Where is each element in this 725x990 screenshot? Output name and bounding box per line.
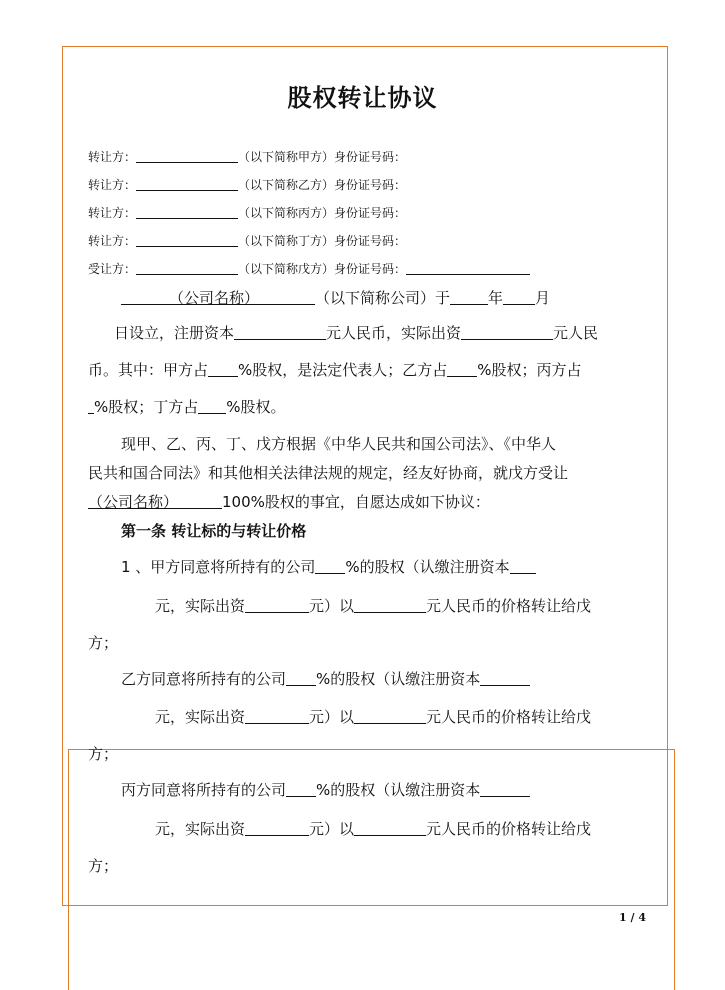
item-end-line: 方； [88,634,119,652]
intro-line-3: 币。其中：甲方占 %股权，是法定代表人；乙方占 %股权；丙方占 [88,361,582,379]
item-cont-line: 元，实际出资 元）以 元人民币的价格转让给戊 [155,708,592,726]
intro-line-4: %股权；丁方占 %股权。 [88,396,286,417]
intro-line-2: 日设立，注册资本 元人民币，实际出资 元人民 [114,324,599,342]
para2-line-2: 民共和国合同法》和其他相关法律法规的规定，经友好协商，就戊方受让 [88,464,569,482]
item-end-line: 方； [88,857,119,875]
party-line: 转让方： （以下简称丙方）身份证号码： [88,206,407,220]
item-cont-line: 元，实际出资 元）以 元人民币的价格转让给戊 [155,597,592,615]
party-line: 转让方： （以下简称乙方）身份证号码： [88,178,407,192]
item-cont-line: 元，实际出资 元）以 元人民币的价格转让给戊 [155,820,592,838]
para2-line-1: 现甲、乙、丙、丁、戊方根据《中华人民共和国公司法》、《中华人 [121,435,557,453]
page-number: 1 / 4 [619,911,646,924]
item-line: 乙方同意将所持有的公司 %的股权（认缴注册资本 [121,668,530,689]
item-line: 1 、甲方同意将所持有的公司 %的股权（认缴注册资本 [121,556,536,577]
item-end-line: 方； [88,745,119,763]
intro-line-1: （公司名称） （以下简称公司）于 年 月 [121,287,550,308]
article-heading: 第一条 转让标的与转让价格 [121,522,307,540]
document-title: 股权转让协议 [287,83,438,112]
item-line: 丙方同意将所持有的公司 %的股权（认缴注册资本 [121,779,530,800]
para2-line-3: （公司名称） 100%股权的事宜，自愿达成如下协议： [88,493,490,511]
party-line: 转让方： （以下简称甲方）身份证号码： [88,150,407,164]
party-line: 受让方： （以下简称戊方）身份证号码： [88,260,530,277]
party-line: 转让方： （以下简称丁方）身份证号码： [88,234,407,248]
